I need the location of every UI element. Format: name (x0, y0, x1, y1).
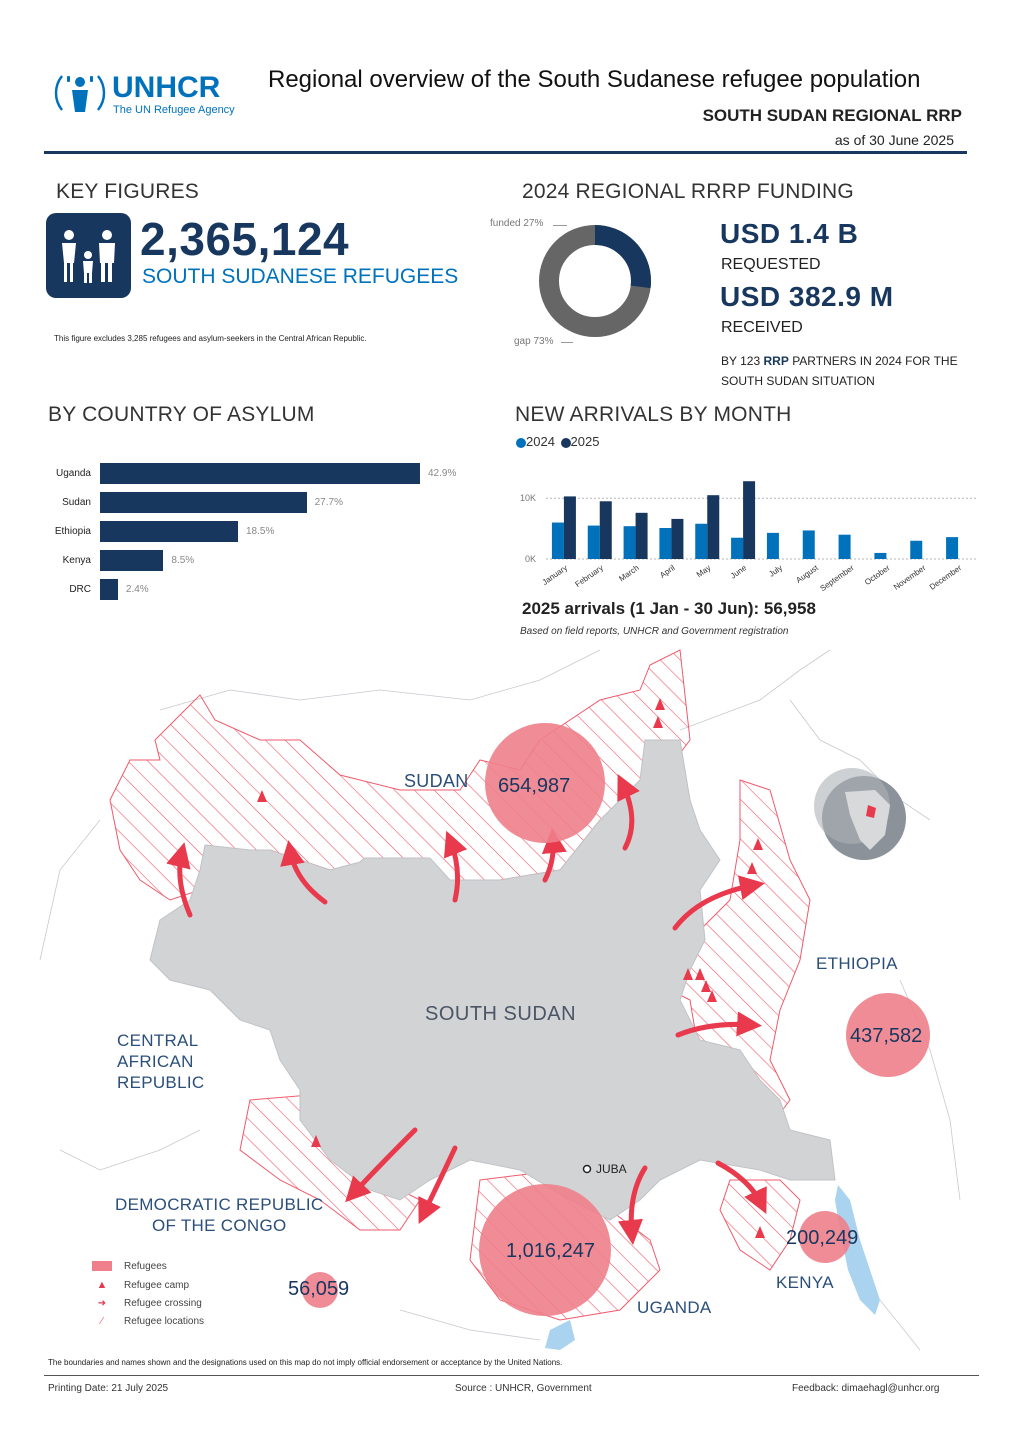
partners-prefix: BY 123 (721, 354, 761, 368)
bar-2025-june (743, 481, 755, 559)
legend-camp-label: Refugee camp (124, 1280, 190, 1291)
country-bar-ethiopia (100, 521, 238, 542)
donut-gap-leader (561, 342, 573, 343)
label-sudan: SUDAN (404, 771, 469, 791)
bubble-uganda-value: 1,016,247 (506, 1240, 595, 1262)
logo-tagline: The UN Refugee Agency (113, 104, 235, 116)
label-uganda: UGANDA (637, 1298, 712, 1317)
country-pct-ethiopia: 18.5% (245, 526, 275, 537)
legend-refugees-label: Refugees (124, 1261, 167, 1272)
country-bar-sudan (100, 492, 307, 513)
legend-locations-label: Refugee locations (124, 1316, 205, 1327)
received-label: RECEIVED (721, 319, 803, 336)
new-arrivals-title: NEW ARRIVALS BY MONTH (515, 403, 792, 426)
label-kenya: KENYA (776, 1273, 834, 1292)
x-tick-august: August (794, 563, 820, 585)
country-name-sudan: Sudan (62, 497, 91, 508)
x-tick-january: January (540, 563, 570, 587)
bar-2025-march (636, 513, 648, 559)
bubble-sudan-value: 654,987 (498, 775, 571, 797)
footer-source: Source : UNHCR, Government (455, 1383, 592, 1394)
donut-gap-label: gap 73% (514, 336, 554, 347)
y-tick-0k: 0K (524, 554, 536, 564)
partners-suffix: PARTNERS IN 2024 FOR THE (792, 354, 958, 368)
bubble-drc-value: 56,059 (288, 1278, 350, 1300)
x-tick-march: March (617, 563, 641, 584)
arrivals-summary: 2025 arrivals (1 Jan - 30 Jun): 56,958 (522, 599, 816, 618)
requested-value: USD 1.4 B (720, 218, 859, 249)
refugee-locations-icon: ⁄ (101, 1316, 103, 1327)
page-subtitle: SOUTH SUDAN REGIONAL RRP (702, 106, 962, 125)
country-name-kenya: Kenya (62, 555, 91, 566)
received-value: USD 382.9 M (720, 281, 894, 312)
partners-note (721, 351, 991, 391)
donut-funded-leader (553, 225, 567, 226)
legend-2024-label: 2024 (526, 434, 555, 449)
globe-inset (814, 768, 906, 860)
bar-2025-may (707, 495, 719, 559)
key-figures-title: KEY FIGURES (56, 180, 200, 203)
partners-line2: SOUTH SUDAN SITUATION (721, 374, 875, 388)
bar-2024-july (767, 533, 779, 559)
footer-feedback: Feedback: dimaehagl@unhcr.org (792, 1383, 940, 1394)
label-ethiopia: ETHIOPIA (816, 954, 898, 973)
footer-rule (44, 1375, 979, 1376)
label-drc-line1: DEMOCRATIC REPUBLIC (115, 1195, 324, 1214)
bubble-kenya-value: 200,249 (786, 1227, 859, 1249)
bar-2024-october (874, 553, 886, 559)
key-figure-label: SOUTH SUDANESE REFUGEES (142, 265, 459, 288)
header-rule (44, 151, 967, 154)
bar-2024-september (839, 535, 851, 559)
legend-crossing-label: Refugee crossing (124, 1298, 202, 1309)
legend-item-refugees (92, 1258, 204, 1276)
legend-2024-dot (516, 438, 526, 448)
x-tick-july: July (767, 563, 785, 579)
funding-title: 2024 REGIONAL RRRP FUNDING (522, 180, 854, 203)
country-name-uganda: Uganda (55, 468, 91, 479)
family-icon (46, 213, 131, 298)
x-tick-september: September (818, 563, 856, 594)
legend-item-camp (92, 1276, 204, 1295)
label-drc (115, 1194, 323, 1236)
refugee-camp-icon: ▲ (96, 1279, 108, 1291)
unhcr-emblem-icon (52, 70, 108, 118)
requested-label: REQUESTED (721, 256, 821, 273)
legend-item-locations (92, 1313, 204, 1331)
refugees-swatch-icon (92, 1261, 112, 1271)
x-tick-december: December (927, 563, 964, 592)
x-tick-november: November (892, 563, 928, 592)
partners-rrp: RRP (763, 354, 789, 368)
x-tick-february: February (573, 563, 605, 590)
legend-2025-dot (561, 438, 571, 448)
arrivals-source: Based on field reports, UNHCR and Government registration (520, 626, 789, 637)
key-figure-number: 2,365,124 (140, 213, 350, 265)
bar-2024-may (695, 524, 707, 559)
x-tick-october: October (863, 563, 892, 587)
x-tick-june: June (728, 563, 749, 581)
legend-item-crossing (92, 1295, 204, 1313)
logo-name: UNHCR (112, 71, 221, 104)
bar-2024-august (803, 530, 815, 559)
label-south-sudan: SOUTH SUDAN (425, 1003, 577, 1025)
lake-albert (545, 1320, 575, 1350)
map-legend (92, 1258, 204, 1331)
legend-2025-label: 2025 (570, 434, 600, 449)
bar-2024-january (552, 523, 564, 559)
arrivals-bar-chart (510, 470, 985, 600)
x-tick-may: May (694, 563, 713, 580)
page-date: as of 30 June 2025 (834, 132, 954, 148)
country-name-drc: DRC (69, 584, 91, 595)
juba-marker (584, 1166, 591, 1173)
label-drc-line2: OF THE CONGO (151, 1216, 287, 1235)
bubble-ethiopia-value: 437,582 (850, 1025, 923, 1047)
country-bar-drc (100, 579, 118, 600)
refugee-crossing-icon: ➜ (97, 1298, 107, 1309)
unhcr-logo (52, 70, 247, 120)
bar-2025-april (671, 519, 683, 559)
by-country-title: BY COUNTRY OF ASYLUM (48, 403, 315, 426)
printing-date: Printing Date: 21 July 2025 (48, 1383, 169, 1394)
country-pct-kenya: 8.5% (171, 555, 195, 566)
bar-2024-june (731, 538, 743, 559)
page-title: Regional overview of the South Sudanese refugee population (268, 66, 921, 93)
country-pct-drc: 2.4% (125, 584, 149, 595)
label-juba: JUBA (596, 1162, 627, 1176)
label-car (117, 1030, 204, 1093)
key-figure-note: This figure excludes 3,285 refugees and asylum-seekers in the Central African Republic. (54, 334, 367, 343)
bar-2024-november (910, 541, 922, 559)
country-pct-sudan: 27.7% (314, 497, 343, 508)
bar-2024-march (624, 526, 636, 559)
bar-2025-january (564, 496, 576, 559)
bar-2024-december (946, 537, 958, 559)
y-tick-10k: 10K (519, 493, 536, 504)
x-tick-april: April (658, 563, 677, 580)
country-pct-uganda: 42.9% (428, 468, 457, 479)
bar-2024-february (588, 526, 600, 559)
label-car-line1: CENTRAL (117, 1031, 199, 1050)
bar-2025-february (600, 501, 612, 559)
country-bar-uganda (100, 463, 420, 484)
country-name-ethiopia: Ethiopia (54, 526, 91, 537)
arrivals-legend (516, 434, 599, 449)
label-car-line2: AFRICAN (117, 1052, 194, 1071)
label-car-line3: REPUBLIC (117, 1073, 205, 1092)
bar-2024-april (659, 528, 671, 559)
funding-donut (530, 216, 660, 346)
donut-funded-label: funded 27% (490, 218, 544, 229)
country-bar-kenya (100, 550, 163, 571)
map-disclaimer: The boundaries and names shown and the designations used on this map do not imply official endorsement or acceptance by the United Nations. (48, 1358, 563, 1367)
